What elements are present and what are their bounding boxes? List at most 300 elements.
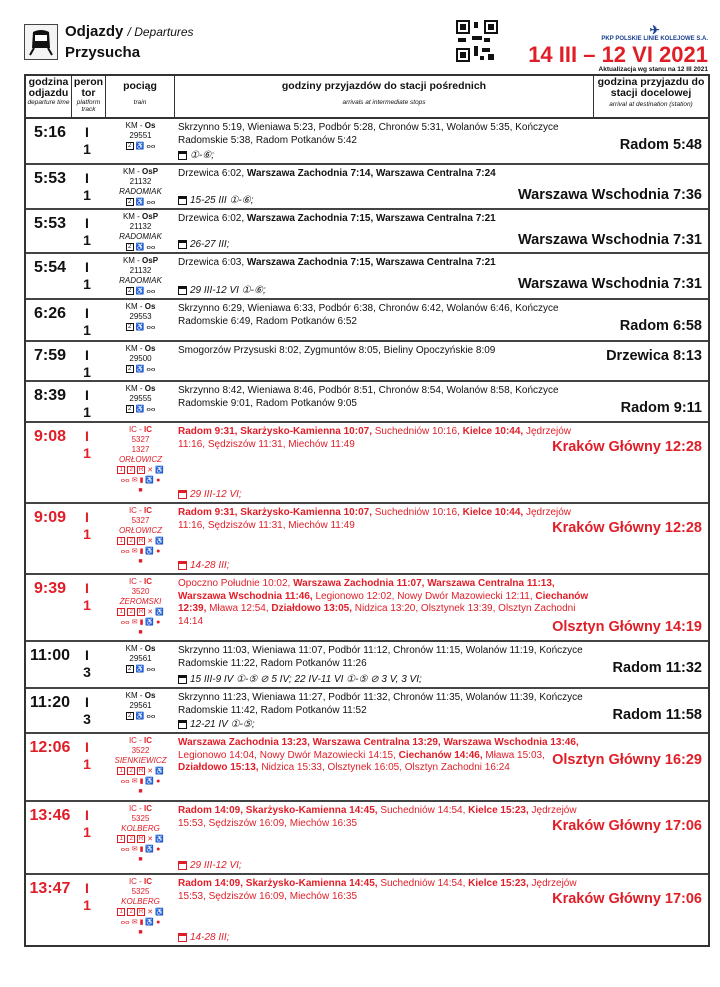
calendar-note — [178, 150, 214, 161]
intermediate-stops — [178, 213, 593, 226]
departure-time: 12:06 — [29, 739, 71, 756]
calendar-icon — [178, 861, 187, 870]
platform: I — [85, 215, 89, 231]
departure-time: 7:59 — [33, 347, 67, 364]
ticket-machine-icon: ■ — [138, 856, 143, 863]
note-text: 29 III-12 VI; — [190, 489, 242, 500]
platform-track — [80, 647, 94, 681]
second-class-icon: 2 — [127, 466, 135, 474]
stop: Skrzynno 8:42, Wieniawa 8:46, Podbór 8:51, Chronów 8:54, Wolanów 8:58, Kończyce Radomskie 9:01, Radom Potkanów 9:05 — [178, 385, 559, 409]
intermediate-stops — [178, 385, 593, 410]
major-stop: Kielce 15:23, — [468, 878, 529, 889]
carrier: KM — [125, 644, 138, 653]
train-amenities — [106, 767, 175, 776]
wheelchair-icon: ♿ — [155, 909, 164, 916]
bicycle-icon: ⴰⴰ — [146, 366, 156, 373]
accessible-icon: ♿ — [145, 846, 155, 853]
stop: Drzewica 6:03, — [178, 257, 247, 268]
ticket-machine-icon: ■ — [138, 487, 143, 494]
wheelchair-icon: ♿ — [135, 713, 145, 720]
departure-time: 5:53 — [33, 215, 67, 232]
calendar-icon — [178, 286, 187, 295]
intermediate-stops — [178, 805, 593, 830]
stop: Jędrzejów 11:16, Sędziszów 11:31, Miechów 11:49 — [178, 507, 572, 531]
train-type: Os — [144, 384, 156, 393]
wheelchair-icon: ♿ — [135, 288, 145, 295]
calendar-icon — [178, 933, 187, 942]
train-amenities — [106, 287, 175, 296]
stop: Opoczno Południe 10:02, — [178, 578, 294, 589]
train-category: KM - OsP — [122, 212, 159, 221]
platform: I — [85, 305, 89, 321]
note-text: 12-21 IV ①-⑤; — [190, 719, 255, 730]
train-type: OsP — [142, 167, 159, 176]
train-category: KM - Os — [125, 384, 156, 393]
train-amenities — [106, 537, 175, 546]
reservation-icon: R — [139, 467, 144, 473]
carrier: IC — [128, 577, 137, 586]
platform-track — [80, 259, 94, 293]
major-stop: Działdowo 13:05, — [271, 603, 352, 614]
train-amenities — [106, 142, 175, 151]
train-number: 29553 — [129, 312, 152, 321]
train-category: KM - Os — [125, 691, 156, 700]
luggage-icon: ▮ — [139, 477, 144, 484]
validity-dates: 14 III – 12 VI 2021 — [528, 42, 708, 67]
wheelchair-icon: ♿ — [135, 143, 145, 150]
train-amenities-2 — [106, 476, 175, 485]
train-info — [106, 212, 175, 252]
bicycle-icon: ⴰⴰ — [120, 619, 130, 626]
carrier: KM — [125, 344, 138, 353]
intermediate-stops — [178, 692, 593, 717]
train-number: 29500 — [129, 354, 152, 363]
table-row — [26, 734, 708, 802]
train-type: IC — [144, 804, 153, 813]
intermediate-stops — [178, 303, 593, 328]
mail-icon: ✉ — [131, 846, 138, 853]
train-amenities — [106, 665, 175, 674]
train-info — [106, 877, 175, 937]
train-amenities-2 — [106, 777, 175, 786]
second-class-icon: 2 — [127, 767, 135, 775]
table-row — [26, 875, 708, 945]
restaurant-icon: ✕ — [147, 909, 154, 916]
track: 3 — [83, 664, 91, 680]
platform: I — [85, 428, 89, 444]
train-info — [106, 167, 175, 207]
train-type: IC — [144, 425, 153, 434]
first-class-icon: 1 — [117, 608, 125, 616]
destination-arrival: Warszawa Wschodnia 7:31 — [518, 276, 702, 292]
accessible-icon: ♿ — [145, 477, 155, 484]
train-category: KM - Os — [125, 344, 156, 353]
restaurant-icon: ✕ — [147, 467, 154, 474]
first-class-icon: 1 — [117, 908, 125, 916]
first-class-icon: 1 — [117, 537, 125, 545]
power-icon: ● — [156, 778, 161, 785]
restaurant-icon: ✕ — [147, 768, 154, 775]
wheelchair-icon: ♿ — [155, 467, 164, 474]
train-info — [106, 577, 175, 637]
wheelchair-icon: ♿ — [155, 836, 164, 843]
train-amenities — [106, 198, 175, 207]
platform-track — [80, 739, 94, 773]
train-number: 29561 — [129, 701, 152, 710]
calendar-icon — [178, 196, 187, 205]
wheelchair-icon: ♿ — [135, 324, 145, 331]
train-name: SIENKIEWICZ — [114, 756, 167, 765]
train-number: 3520 — [131, 587, 150, 596]
track: 1 — [83, 232, 91, 248]
pkp-logo: ✈ PKP POLSKIE LINIE KOLEJOWE S.A. — [601, 23, 708, 42]
platform: I — [85, 647, 89, 663]
train-name: ORŁOWICZ — [118, 526, 163, 535]
stop: Nidzica 13:20, Olsztynek 13:39, Olsztyn Zachodni 14:14 — [178, 603, 576, 627]
departure-time: 9:09 — [33, 509, 67, 526]
mail-icon: ✉ — [131, 477, 138, 484]
train-name: KOLBERG — [121, 897, 160, 906]
train-type: Os — [144, 644, 156, 653]
train-info — [106, 736, 175, 796]
note-text: 15-25 III ①-⑥; — [190, 195, 254, 206]
calendar-icon — [178, 720, 187, 729]
note-text: 14-28 III; — [190, 560, 230, 571]
second-class-icon: 2 — [126, 198, 134, 206]
table-row — [26, 642, 708, 689]
train-number: 21132 — [129, 222, 152, 231]
platform: I — [85, 807, 89, 823]
second-class-icon: 2 — [126, 243, 134, 251]
train-category: KM - OsP — [122, 167, 159, 176]
destination-arrival: Kraków Główny 17:06 — [552, 818, 702, 834]
destination-arrival: Radom 6:58 — [619, 318, 702, 334]
platform-track — [80, 347, 94, 381]
train-category: IC - IC — [128, 877, 153, 886]
restaurant-icon: ✕ — [147, 609, 154, 616]
ticket-machine-icon: ■ — [138, 929, 143, 936]
platform-track — [80, 694, 94, 728]
carrier: IC — [128, 425, 137, 434]
destination-arrival: Radom 11:32 — [612, 660, 702, 676]
platform-track — [80, 215, 94, 249]
platform-track — [80, 305, 94, 339]
platform: I — [85, 259, 89, 275]
col-intermediate-stops: godziny przyjazdów do stacji pośrednich arrivals at intermediate stops — [175, 76, 594, 117]
power-icon: ● — [156, 477, 161, 484]
stop: Suchedniów 14:54, — [377, 878, 469, 889]
carrier: IC — [128, 736, 137, 745]
train-number: 5325 — [131, 887, 150, 896]
train-amenities-2 — [106, 845, 175, 854]
track: 1 — [83, 276, 91, 292]
col-departure-time: godzina odjazdu departure time — [26, 76, 72, 117]
ticket-machine-icon: ■ — [138, 629, 143, 636]
platform-track — [80, 170, 94, 204]
track: 1 — [83, 597, 91, 613]
luggage-icon: ▮ — [139, 919, 144, 926]
stop: Mława 12:54, — [206, 603, 272, 614]
platform-track — [80, 428, 94, 462]
accessible-icon: ♿ — [145, 919, 155, 926]
wheelchair-icon: ♿ — [155, 609, 164, 616]
train-type: Os — [144, 344, 156, 353]
destination-arrival: Kraków Główny 12:28 — [552, 439, 702, 455]
intermediate-stops — [178, 737, 593, 775]
destination-arrival: Kraków Główny 12:28 — [552, 520, 702, 536]
track: 1 — [83, 187, 91, 203]
track: 1 — [83, 364, 91, 380]
track: 3 — [83, 711, 91, 727]
train-type: OsP — [142, 212, 159, 221]
bicycle-icon: ⴰⴰ — [146, 713, 156, 720]
table-row — [26, 689, 708, 734]
train-amenities — [106, 908, 175, 917]
departure-time: 11:20 — [29, 694, 71, 711]
col-destination: godzina przyjazdu do stacji docelowej arrival at destination (station) — [597, 76, 705, 108]
train-category: IC - IC — [128, 506, 153, 515]
calendar-note — [178, 674, 422, 685]
train-category: IC - IC — [128, 736, 153, 745]
train-amenities — [106, 323, 175, 332]
train-type: IC — [144, 506, 153, 515]
wheelchair-icon: ♿ — [135, 666, 145, 673]
major-stop: Kielce 10:44, — [462, 507, 524, 518]
platform: I — [85, 509, 89, 525]
bicycle-icon: ⴰⴰ — [120, 477, 130, 484]
accessible-icon: ♿ — [145, 619, 155, 626]
train-info — [106, 804, 175, 864]
ticket-machine-icon: ■ — [138, 558, 143, 565]
stop: Drzewica 6:02, — [178, 213, 247, 224]
stop: Mława 15:03, — [482, 749, 545, 761]
accessible-icon: ♿ — [145, 548, 155, 555]
reservation-icon: R — [139, 538, 144, 544]
destination-arrival: Warszawa Wschodnia 7:31 — [518, 232, 702, 248]
train-name: RADOMIAK — [119, 276, 162, 285]
carrier: IC — [128, 804, 137, 813]
qr-code-icon — [456, 20, 498, 62]
major-stop: Ciechanów 12:39, — [178, 590, 589, 614]
platform: I — [85, 124, 89, 140]
calendar-note — [178, 239, 229, 250]
track: 1 — [83, 141, 91, 157]
intermediate-stops — [178, 122, 593, 147]
train-number: 5325 — [131, 814, 150, 823]
table-row — [26, 575, 708, 642]
reservation-icon: R — [139, 609, 144, 615]
table-header — [26, 76, 708, 119]
train-info — [106, 344, 175, 374]
intermediate-stops — [178, 578, 593, 628]
train-category: IC - IC — [128, 577, 153, 586]
bicycle-icon: ⴰⴰ — [146, 199, 156, 206]
calendar-note — [178, 719, 255, 730]
second-class-icon: 2 — [126, 323, 134, 331]
first-class-icon: 1 — [117, 466, 125, 474]
major-stop: Warszawa Zachodnia 7:14, Warszawa Centralna 7:24 — [246, 168, 496, 179]
luggage-icon: ▮ — [139, 619, 144, 626]
train-amenities — [106, 835, 175, 844]
reservation-icon: R — [139, 909, 144, 915]
stop: Jędrzejów 15:53, Sędziszów 16:09, Miechów 16:35 — [178, 805, 577, 829]
calendar-note — [178, 489, 242, 500]
second-class-icon: 2 — [126, 142, 134, 150]
intermediate-stops — [178, 645, 593, 670]
second-class-icon: 2 — [127, 835, 135, 843]
train-amenities — [106, 608, 175, 617]
train-type: OsP — [142, 256, 159, 265]
second-class-icon: 2 — [126, 665, 134, 673]
departure-time: 5:53 — [33, 170, 67, 187]
intermediate-stops — [178, 507, 593, 532]
train-category: IC - IC — [128, 804, 153, 813]
calendar-note — [178, 195, 254, 206]
wheelchair-icon: ♿ — [135, 366, 145, 373]
table-row — [26, 300, 708, 342]
bicycle-icon: ⴰⴰ — [120, 919, 130, 926]
track: 1 — [83, 445, 91, 461]
train-type: Os — [144, 691, 156, 700]
train-category: KM - OsP — [122, 256, 159, 265]
first-class-icon: 1 — [117, 835, 125, 843]
departure-time: 11:00 — [29, 647, 71, 664]
power-icon: ● — [156, 548, 161, 555]
bicycle-icon: ⴰⴰ — [146, 324, 156, 331]
carrier: KM — [125, 384, 138, 393]
stop: Suchedniów 14:54, — [377, 805, 469, 816]
train-name: RADOMIAK — [119, 232, 162, 241]
track: 1 — [83, 526, 91, 542]
stop: Skrzynno 6:29, Wieniawa 6:33, Podbór 6:38, Chronów 6:42, Wolanów 6:46, Kończyce Radomskie 6:49, Radom Potkanów 6:52 — [178, 303, 559, 327]
train-info — [106, 121, 175, 151]
restaurant-icon: ✕ — [147, 836, 154, 843]
calendar-note — [178, 932, 229, 943]
wheelchair-icon: ♿ — [135, 406, 145, 413]
train-category: KM - Os — [125, 644, 156, 653]
train-type: IC — [144, 736, 153, 745]
stop: Smogorzów Przysuski 8:02, Zygmuntów 8:05, Bieliny Opoczyńskie 8:09 — [178, 345, 496, 356]
track: 1 — [83, 824, 91, 840]
second-class-icon: 2 — [127, 608, 135, 616]
calendar-icon — [178, 675, 187, 684]
platform-track — [80, 880, 94, 914]
train-info — [106, 384, 175, 414]
note-text: 26-27 III; — [190, 239, 230, 250]
bicycle-icon: ⴰⴰ — [146, 244, 156, 251]
train-info — [106, 691, 175, 721]
mail-icon: ✉ — [131, 919, 138, 926]
train-number: 3522 — [131, 746, 150, 755]
stop: Skrzynno 11:23, Wieniawa 11:27, Podbór 11:32, Chronów 11:35, Wolanów 11:39, Kończyce Radomskie 11:42, Radom Potkanów 11:52 — [178, 692, 583, 716]
intermediate-stops — [178, 168, 593, 181]
departure-time: 13:47 — [29, 880, 71, 897]
table-row — [26, 382, 708, 423]
stop: Jędrzejów 15:53, Sędziszów 16:09, Miechów 16:35 — [178, 878, 577, 902]
platform-track — [80, 509, 94, 543]
train-amenities-2 — [106, 547, 175, 556]
carrier: IC — [128, 877, 137, 886]
table-row — [26, 119, 708, 165]
stop: Suchedniów 10:16, — [371, 426, 463, 437]
calendar-note — [178, 285, 266, 296]
table-row — [26, 802, 708, 875]
departure-time: 8:39 — [33, 387, 67, 404]
second-class-icon: 2 — [126, 712, 134, 720]
train-type: Os — [144, 302, 156, 311]
wheelchair-icon: ♿ — [155, 768, 164, 775]
departure-time: 5:16 — [33, 124, 67, 141]
train-name: KOLBERG — [121, 824, 160, 833]
wheelchair-icon: ♿ — [155, 538, 164, 545]
major-stop: Warszawa Zachodnia 13:23, Warszawa Centralna 13:29, Warszawa Wschodnia 13:46, — [178, 737, 579, 748]
platform: I — [85, 387, 89, 403]
platform-track — [80, 580, 94, 614]
train-type: Os — [144, 121, 156, 130]
train-logo-icon — [24, 24, 58, 60]
destination-arrival: Olsztyn Główny 14:19 — [552, 619, 702, 635]
major-stop: Warszawa Zachodnia 11:07, Warszawa Centralna 11:13, Warszawa Wschodnia 11:46, — [178, 578, 555, 602]
calendar-icon — [178, 151, 187, 160]
major-stop: Kielce 10:44, — [462, 426, 524, 437]
destination-arrival: Drzewica 8:13 — [606, 348, 702, 364]
platform: I — [85, 580, 89, 596]
note-text: 29 III-12 VI; — [190, 860, 242, 871]
col-platform: peron tor platform track — [72, 76, 106, 117]
train-number: 29551 — [129, 131, 152, 140]
stop: Drzewica 6:02, — [178, 168, 247, 179]
stop: Skrzynno 5:19, Wieniawa 5:23, Podbór 5:28, Chronów 5:31, Wolanów 5:35, Kończyce Radomskie 5:38, Radom Potkanów 5:42 — [178, 122, 559, 146]
reservation-icon: R — [139, 768, 144, 774]
bicycle-icon: ⴰⴰ — [120, 846, 130, 853]
second-class-icon: 2 — [126, 365, 134, 373]
power-icon: ● — [156, 919, 161, 926]
track: 1 — [83, 756, 91, 772]
wheelchair-icon: ♿ — [135, 199, 145, 206]
departure-time: 5:54 — [33, 259, 67, 276]
departures-table — [24, 74, 710, 947]
train-number: 5327 — [131, 435, 150, 444]
restaurant-icon: ✕ — [147, 538, 154, 545]
destination-arrival: Radom 9:11 — [620, 400, 702, 416]
update-note: Aktualizacja wg stanu na 12 III 2021 — [598, 66, 708, 73]
calendar-icon — [178, 240, 187, 249]
train-amenities — [106, 365, 175, 374]
calendar-note — [178, 560, 229, 571]
table-row — [26, 423, 708, 504]
train-info — [106, 644, 175, 674]
train-number: 21132 — [129, 177, 152, 186]
track: 1 — [83, 404, 91, 420]
second-class-icon: 2 — [127, 908, 135, 916]
train-name: RADOMIAK — [119, 187, 162, 196]
first-class-icon: 1 — [117, 767, 125, 775]
intermediate-stops — [178, 878, 593, 903]
train-amenities — [106, 466, 175, 475]
carrier: KM — [125, 302, 138, 311]
stop: Suchedniów 10:16, — [371, 507, 463, 518]
major-stop: Ciechanów 14:46, — [398, 749, 483, 761]
luggage-icon: ▮ — [139, 846, 144, 853]
destination-arrival: Olsztyn Główny 16:29 — [552, 752, 702, 768]
reservation-icon: R — [139, 836, 144, 842]
train-amenities — [106, 405, 175, 414]
stop: Legionowo 14:04, Nowy Dwór Mazowiecki 14:15, — [178, 749, 399, 761]
departure-time: 6:26 — [33, 305, 67, 322]
note-text: 29 III-12 VI ①-⑥; — [190, 285, 266, 296]
station-name: Przysucha — [65, 44, 141, 61]
train-amenities — [106, 243, 175, 252]
